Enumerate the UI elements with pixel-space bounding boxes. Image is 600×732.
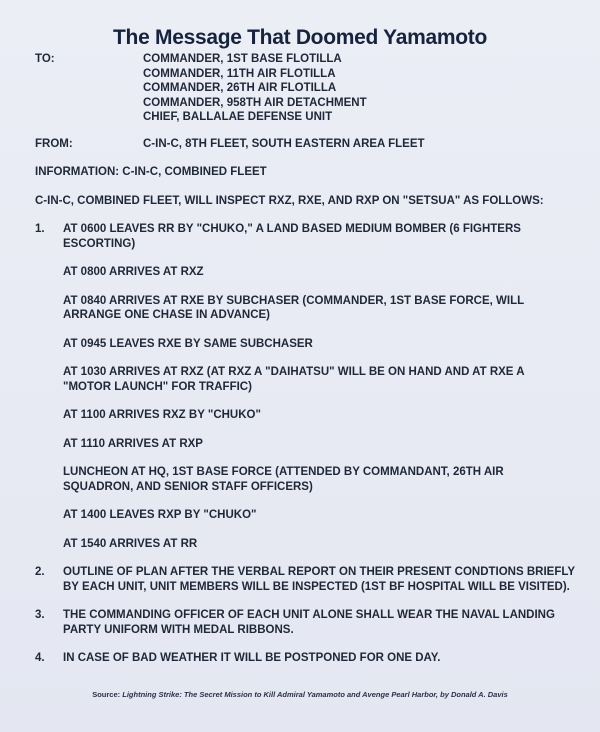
schedule-entry: AT 1400 LEAVES RXP BY "CHUKO" bbox=[63, 509, 257, 521]
schedule-entry: AT 1030 ARRIVES AT RXZ (AT RXZ A "DAIHATSU" WILL BE ON HAND AND AT RXE A "MOTOR LAUNCH" FOR TRAFFIC) bbox=[63, 366, 525, 393]
source-citation bbox=[0, 690, 600, 699]
list-item-1 bbox=[35, 222, 575, 565]
schedule-entry: AT 0945 LEAVES RXE BY SAME SUBCHASER bbox=[63, 337, 313, 350]
item-number: 3. bbox=[35, 609, 45, 621]
intro-paragraph: C-IN-C, COMBINED FLEET, WILL INSPECT RXZ, RXE, AND RXP ON "SETSUA" AS FOLLOWS: bbox=[35, 194, 544, 207]
schedule-entry: AT 0600 LEAVES RR BY "CHUKO," A LAND BASED MEDIUM BOMBER (6 FIGHTERS ESCORTING) bbox=[63, 223, 521, 250]
information-line: INFORMATION: C-IN-C, COMBINED FLEET bbox=[35, 166, 267, 178]
item-number: 4. bbox=[35, 652, 45, 664]
recipient-line: COMMANDER, 11TH AIR FLOTILLA bbox=[143, 67, 336, 80]
document-title: The Message That Doomed Yamamoto bbox=[113, 26, 487, 49]
item-number: 1. bbox=[35, 223, 45, 235]
item-body bbox=[63, 222, 575, 565]
schedule-entry: AT 1100 ARRIVES RXZ BY "CHUKO" bbox=[63, 409, 261, 421]
recipient-line: COMMANDER, 1ST BASE FLOTILLA bbox=[143, 53, 342, 65]
item-text: IN CASE OF BAD WEATHER IT WILL BE POSTPONED FOR ONE DAY. bbox=[63, 652, 441, 664]
recipient-line: COMMANDER, 958TH AIR DETACHMENT bbox=[143, 96, 367, 109]
from-label: FROM: bbox=[35, 137, 73, 150]
source-label: Source: bbox=[92, 690, 121, 699]
numbered-list bbox=[35, 222, 575, 680]
to-block bbox=[35, 52, 575, 125]
from-block bbox=[35, 137, 575, 152]
source-author: by Donald A. Davis bbox=[440, 690, 508, 699]
recipient-list bbox=[143, 52, 367, 125]
schedule-entry: LUNCHEON AT HQ, 1ST BASE FORCE (ATTENDED BY COMMANDANT, 26TH AIR SQUADRON, AND SENIOR STAFF OFFICERS) bbox=[63, 466, 504, 493]
item-number: 2. bbox=[35, 566, 45, 578]
recipient-line: COMMANDER, 26TH AIR FLOTILLA bbox=[143, 82, 337, 94]
list-item-4 bbox=[35, 651, 575, 680]
to-label: TO: bbox=[35, 53, 55, 65]
item-text: THE COMMANDING OFFICER OF EACH UNIT ALONE SHALL WEAR THE NAVAL LANDING PARTY UNIFORM WITH MEDAL RIBBONS. bbox=[63, 609, 555, 636]
schedule-entry: AT 1110 ARRIVES AT RXP bbox=[63, 437, 203, 450]
item-text: OUTLINE OF PLAN AFTER THE VERBAL REPORT ON THEIR PRESENT CONDTIONS BRIEFLY BY EACH UNIT, UNIT MEMBERS WILL BE INSPECTED (1ST BF HOSPITAL WILL BE VISITED). bbox=[63, 566, 575, 593]
schedule-entry: AT 0840 ARRIVES AT RXE BY SUBCHASER (COMMANDER, 1ST BASE FORCE, WILL ARRANGE ONE CHASE IN ADVANCE) bbox=[63, 294, 524, 321]
list-item-2 bbox=[35, 565, 575, 608]
source-title: Lightning Strike: The Secret Mission to Kill Admiral Yamamoto and Avenge Pearl Harbor, bbox=[122, 690, 439, 699]
schedule-entry: AT 0800 ARRIVES AT RXZ bbox=[63, 266, 204, 278]
schedule-entry: AT 1540 ARRIVES AT RR bbox=[63, 537, 198, 550]
message-body bbox=[35, 52, 575, 680]
list-item-3 bbox=[35, 608, 575, 651]
recipient-line: CHIEF, BALLALAE DEFENSE UNIT bbox=[143, 111, 333, 123]
from-value: C-IN-C, 8TH FLEET, SOUTH EASTERN AREA FLEET bbox=[143, 137, 425, 150]
